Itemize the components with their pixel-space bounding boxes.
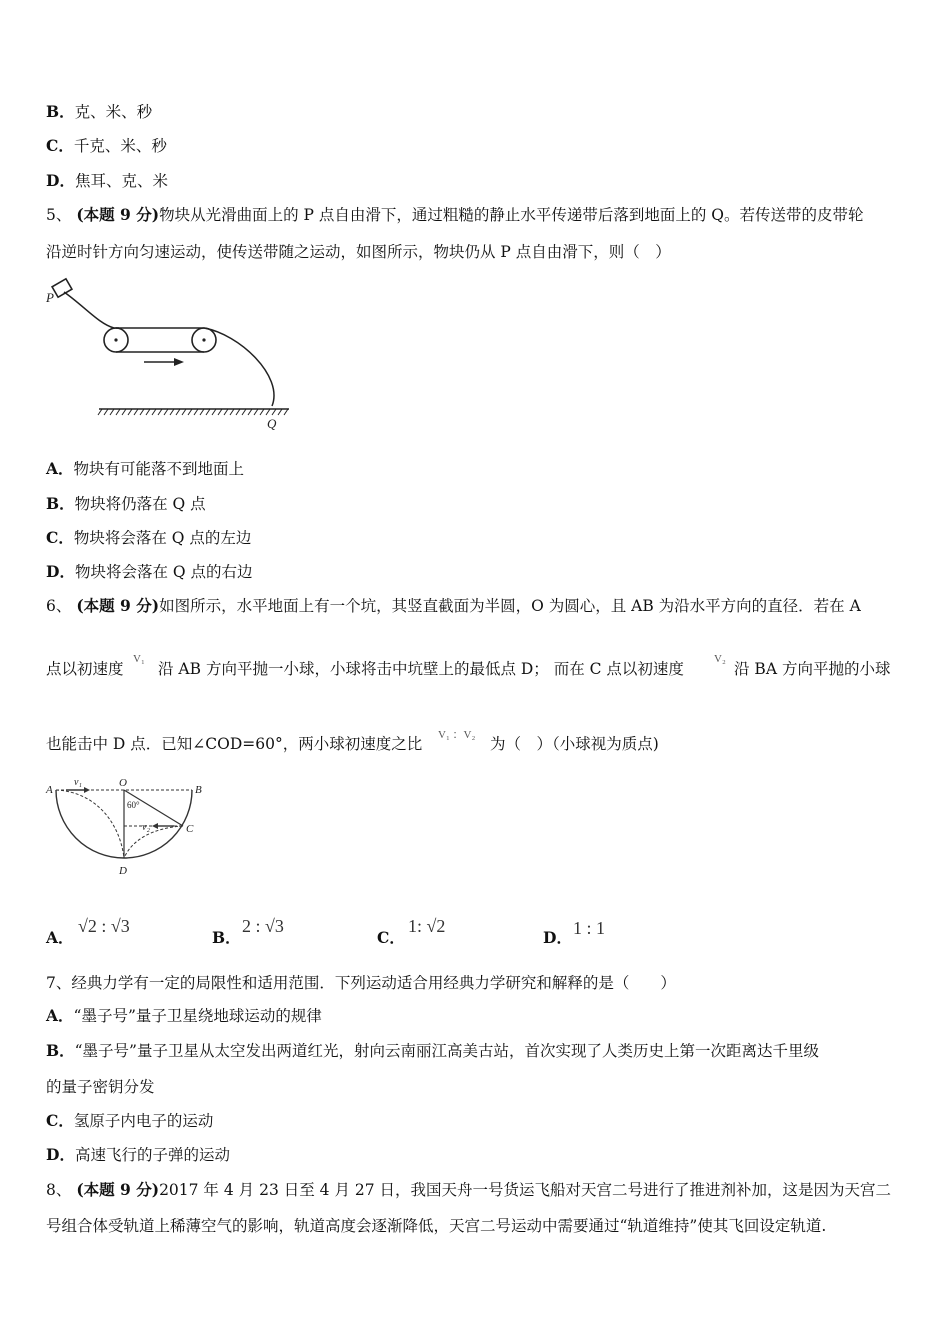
q6-stem-line3a: 也能击中 D 点．已知∠COD=60°，两小球初速度之比: [46, 735, 423, 753]
trajectory-curve: [204, 328, 274, 406]
q6-option-c-math: 1: √2: [408, 916, 446, 936]
q6-v2-symbol: V₂: [714, 653, 726, 665]
label-p: P: [46, 290, 54, 305]
belt-direction-arrow-icon: [144, 358, 184, 366]
q7-option-d: D．高速飞行的子弹的运动: [46, 1145, 230, 1164]
q5-stem-line2: 沿逆时针方向匀速运动，使传送带随之运动，如图所示，物块仍从 P 点自由滑下，则（ ）: [46, 243, 671, 261]
label-c: C: [186, 823, 194, 835]
q6-option-a-letter: A．: [46, 928, 74, 947]
label-angle: 60°: [127, 800, 140, 810]
semicircle-pit-figure: [42, 774, 212, 884]
label-q: Q: [267, 416, 277, 431]
conveyor-belt-figure: [44, 276, 294, 434]
trajectory-a-d: [56, 790, 124, 858]
q6-option-c-letter: C．: [377, 928, 405, 947]
q6-stem-line2a: 点以初速度: [46, 660, 124, 678]
v2-arrow-icon: [152, 823, 174, 829]
label-d: D: [119, 865, 127, 877]
label-a: A: [46, 784, 53, 796]
q6-v1-symbol: V₁: [133, 653, 145, 665]
q6-ratio-symbol: V₁ ：V₂: [438, 729, 476, 741]
q4-option-d: D．焦耳、克、米: [46, 171, 168, 190]
label-b: B: [195, 784, 202, 796]
q7-option-b: B．“墨子号”量子卫星从太空发出两道红光，射向云南丽江高美古站，首次实现了人类历史上第一次距离达千里级: [46, 1041, 819, 1060]
trajectory-c-d: [124, 826, 183, 858]
q5-stem-line1: 5、 (本题 9 分)物块从光滑曲面上的 P 点自由滑下，通过粗糙的静止水平传递带后落到地面上的 Q。若传送带的皮带轮: [46, 205, 864, 224]
label-v2: v₂: [142, 822, 150, 833]
q6-option-d-math: 1 : 1: [573, 918, 606, 938]
q4-option-b: B．克、米、秒: [46, 102, 153, 121]
q8-stem-line1: 8、 (本题 9 分)2017 年 4 月 23 日至 4 月 27 日，我国天舟一号货运飞船对天宫二号进行了推进剂补加，这是因为天宫二: [46, 1180, 892, 1199]
q6-stem-line2b: 沿 AB 方向平抛一小球，小球将击中坑壁上的最低点 D； 而在 C 点以初速度: [158, 660, 684, 678]
q6-stem-line1: 6、 (本题 9 分)如图所示，水平地面上有一个坑，其竖直截面为半圆，O 为圆心，且 AB 为沿水平方向的直径．若在 A: [46, 596, 861, 615]
q7-option-b-cont: 的量子密钥分发: [46, 1078, 155, 1096]
q7-stem: 7、经典力学有一定的局限性和适用范围．下列运动适合用经典力学研究和解释的是（ ）: [46, 974, 676, 992]
q6-option-b-letter: B．: [212, 928, 241, 947]
q5-option-c: C．物块将会落在 Q 点的左边: [46, 528, 252, 547]
q7-option-c: C．氢原子内电子的运动: [46, 1111, 214, 1130]
q6-option-a-math: √2 : √3: [78, 916, 130, 936]
q4-option-c: C．千克、米、秒: [46, 136, 167, 155]
block-p-icon: [52, 279, 72, 297]
q6-option-d-letter: D．: [543, 928, 572, 947]
q6-stem-line2c: 沿 BA 方向平抛的小球: [734, 660, 891, 678]
q5-option-b: B．物块将仍落在 Q 点: [46, 494, 206, 513]
label-o: O: [119, 777, 127, 789]
q6-option-b-math: 2 : √3: [242, 916, 284, 936]
label-v1: v₁: [74, 777, 82, 788]
q7-option-a: A．“墨子号”量子卫星绕地球运动的规律: [46, 1006, 322, 1025]
q5-option-a: A．物块有可能落不到地面上: [46, 459, 245, 478]
q6-stem-line3b: 为（ ）（小球视为质点): [490, 735, 659, 753]
q5-option-d: D．物块将会落在 Q 点的右边: [46, 562, 253, 581]
q8-stem-line2: 号组合体受轨道上稀薄空气的影响，轨道高度会逐渐降低，天宫二号运动中需要通过“轨道维持”使其飞回设定轨道.: [46, 1217, 827, 1235]
